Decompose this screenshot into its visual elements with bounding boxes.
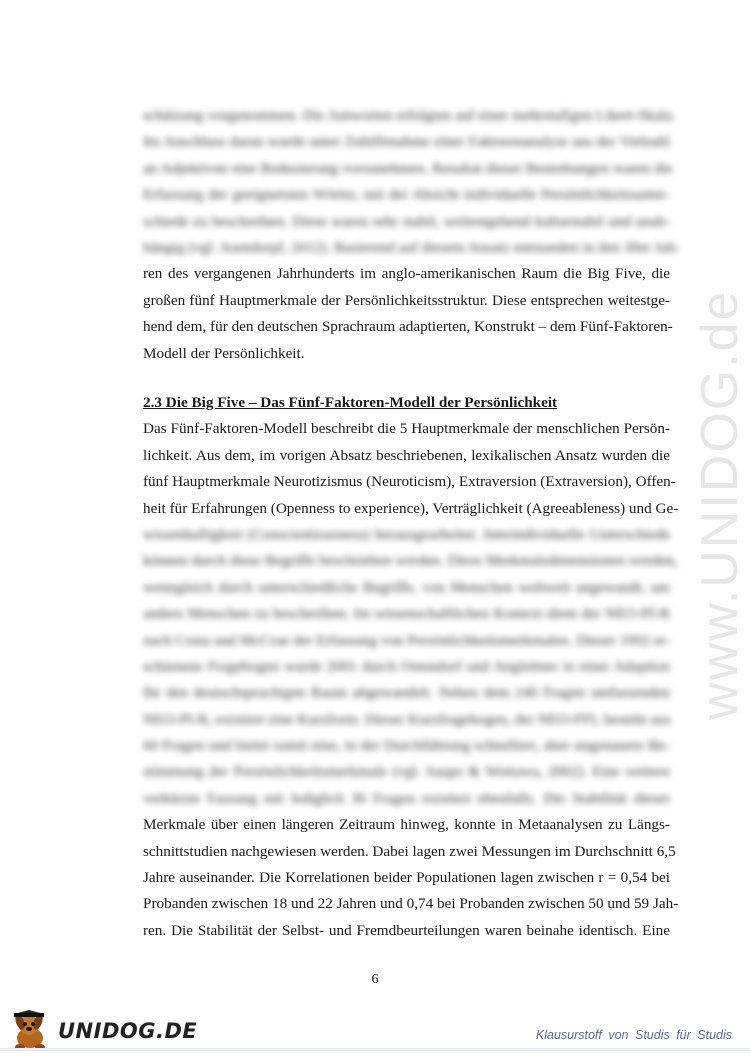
text-line: stimmung der Persönlichkeitsmerkmale (vgl. Saupe & Wottawa, 2002). Eine weitere: [143, 763, 670, 781]
text-line: wissenhaftigkeit (Conscientiousness) herausgearbeitet. Interindividuelle Unterschiede: [143, 525, 670, 543]
text-line: fünf Hauptmerkmale Neurotizismus (Neuroticism), Extraversion (Extraversion), Offen-: [143, 473, 676, 491]
text-line: lichkeit. Aus dem, im vorigen Absatz beschriebenen, lexikalischen Ansatz wurden die: [143, 446, 670, 464]
footer-tagline: Klausurstoff von Studis für Studis: [535, 1028, 732, 1042]
text-line: schätzung vorgenommen. Die Antworten erfolgten auf einer mehrstufigen Likert-Skala.: [143, 107, 676, 124]
text-line: heit für Erfahrungen (Openness to experience), Verträglichkeit (Agreeableness) und Ge-: [143, 499, 679, 517]
text-line: für den deutschsprachigen Raum abgewandelt. Neben dem 240 Fragen umfassenden: [143, 684, 670, 702]
text-line: verkürzte Fassung mit lediglich 30 Fragen existiert ebenfalls. Die Stabilität dieser: [143, 789, 670, 807]
unidog-logo[interactable]: [8, 1010, 197, 1052]
text-line: hend dem, für den deutschen Sprachraum adaptierten, Konstrukt – dem Fünf-Faktoren-: [143, 318, 673, 336]
text-line: Jahre auseinander. Die Korrelationen beider Populationen lagen zwischen r = 0,54 bei: [143, 869, 670, 887]
text-line: wenngleich durch unterschiedliche Begriffe, von Menschen weltweit angewandt, um: [143, 578, 670, 596]
watermark-text: www.UNIDOG.de: [691, 289, 749, 720]
text-line: Probanden zwischen 18 und 22 Jahren und 0,74 bei Probanden zwischen 50 und 59 Jah-: [143, 895, 679, 913]
text-line: schiede zu beschreiben. Diese waren sehr stabil, weitestgehend kulturstabil und unab-: [143, 212, 670, 230]
text-line: Merkmale über einen längeren Zeitraum hinweg, konnte in Metaanalysen zu Längs-: [143, 816, 670, 834]
footer-divider: [0, 1048, 750, 1051]
logo-text: UNIDOG.DE: [58, 1019, 198, 1043]
blurred-text-region: [143, 103, 680, 261]
text-line: Modell der Persönlichkeit.: [143, 344, 305, 362]
text-line: an Adjektiven eine Reduzierung vorzunehmen. Resultat dieser Bestrebungen waren die: [143, 159, 673, 177]
section-heading: 2.3 Die Big Five – Das Fünf-Faktoren-Modell der Persönlichkeit: [143, 394, 558, 411]
blurred-text-region: [143, 522, 678, 812]
text-line: Im Anschluss daran wurde unter Zuhilfenahme einer Faktorenanalyse aus der Vielzahl: [143, 133, 670, 151]
text-line: Erfassung der geeignetsten Wörter, mit der Absicht individuelle Persönlichkeitsunter-: [143, 186, 670, 204]
text-line: ren. Die Stabilität der Selbst- und Fremdbeurteilungen waren beinahe identisch. Eine: [143, 921, 670, 939]
text-line: Das Fünf-Faktoren-Modell beschreibt die 5 Hauptmerkmale der menschlichen Persön-: [143, 420, 670, 438]
paragraph-continuation: [143, 103, 680, 367]
page-number: 6: [371, 972, 379, 987]
text-line: NEO-PI-R, existiert eine Kurzform. Dieser Kurzfragebogen, der NEO-FFI, besteht aus: [143, 710, 671, 728]
text-line: können durch diese Begriffe beschrieben werden. Diese Merkmalsdimensionen werden,: [143, 552, 678, 570]
text-line: großen fünf Hauptmerkmale der Persönlichkeitsstruktur. Diese entsprechen weitestge-: [143, 291, 670, 309]
section-2-3: [143, 390, 679, 944]
text-line: hängig (vgl. Asendorpf, 2012). Basierend auf diesem Ansatz entstanden in den 30er Jah-: [143, 238, 680, 256]
dog-mascot-icon: [8, 1010, 52, 1052]
text-line: andere Menschen zu beschreiben. Im wissenschaftlichen Kontext dient der NEO-PI-R: [143, 605, 670, 623]
text-line: schienene Fragebogen wurde 2001 durch Ostendorf und Angleitner in einer Adaption: [143, 657, 670, 675]
text-line: schnittstudien nachgewiesen werden. Dabei lagen zwei Messungen im Durchschnitt 6,5: [143, 842, 676, 860]
text-line: ren des vergangenen Jahrhunderts im anglo-amerikanischen Raum die Big Five, die: [143, 265, 670, 283]
text-line: nach Costa und McCrae der Erfassung von Persönlichkeitsmerkmalen. Dieser 1992 er-: [143, 631, 671, 649]
text-line: 60 Fragen und bietet somit eine, in der Durchführung schnellere, aber ungenauere Be-: [143, 737, 670, 755]
